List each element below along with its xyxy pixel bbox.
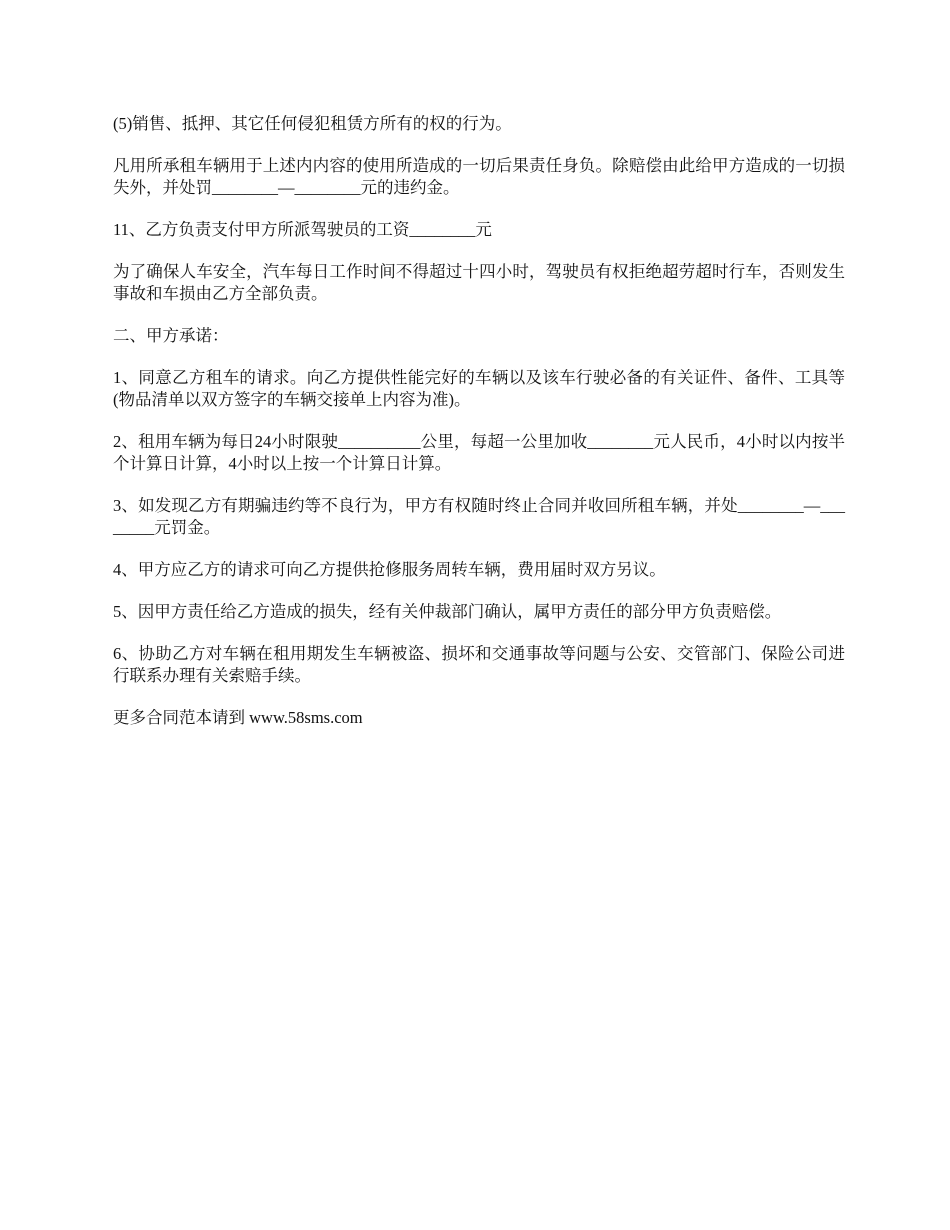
commitment-6: 6、协助乙方对车辆在租用期发生车辆被盗、损坏和交通事故等问题与公安、交管部门、保险公司进行联系办理有关索赔手续。 bbox=[113, 644, 845, 685]
commitment-1: 1、同意乙方租车的请求。向乙方提供性能完好的车辆以及该车行驶必备的有关证件、备件、工具等(物品清单以双方签字的车辆交接单上内容为准)。 bbox=[113, 368, 845, 409]
footer-more-templates: 更多合同范本请到 www.58sms.com bbox=[113, 708, 363, 727]
clause-11-driver-wages: 11、乙方负责支付甲方所派驾驶员的工资________元 bbox=[113, 220, 492, 239]
document-body bbox=[113, 113, 845, 749]
penalty-paragraph: 凡用所承租车辆用于上述内内容的使用所造成的一切后果责任身负。除赔偿由此给甲方造成的一切损失外，并处罚________—________元的违约金。 bbox=[113, 156, 845, 197]
commitment-5: 5、因甲方责任给乙方造成的损失，经有关仲裁部门确认，属甲方责任的部分甲方负责赔偿。 bbox=[113, 602, 782, 621]
section-heading-party-a-commitments: 二、甲方承诺： bbox=[113, 326, 229, 345]
safety-working-hours-paragraph: 为了确保人车安全，汽车每日工作时间不得超过十四小时，驾驶员有权拒绝超劳超时行车，否则发生事故和车损由乙方全部负责。 bbox=[113, 262, 845, 303]
commitment-2: 2、租用车辆为每日24小时限驶__________公里，每超一公里加收________元人民币，4小时以内按半个计算日计算，4小时以上按一个计算日计算。 bbox=[113, 432, 846, 473]
commitment-3: 3、如发现乙方有期骗违约等不良行为，甲方有权随时终止合同并收回所租车辆，并处________—________元罚金。 bbox=[113, 496, 845, 537]
commitment-4: 4、甲方应乙方的请求可向乙方提供抢修服务周转车辆，费用届时双方另议。 bbox=[113, 560, 666, 579]
clause-5-prohibited-acts: (5)销售、抵押、其它任何侵犯租赁方所有的权的行为。 bbox=[113, 114, 512, 133]
